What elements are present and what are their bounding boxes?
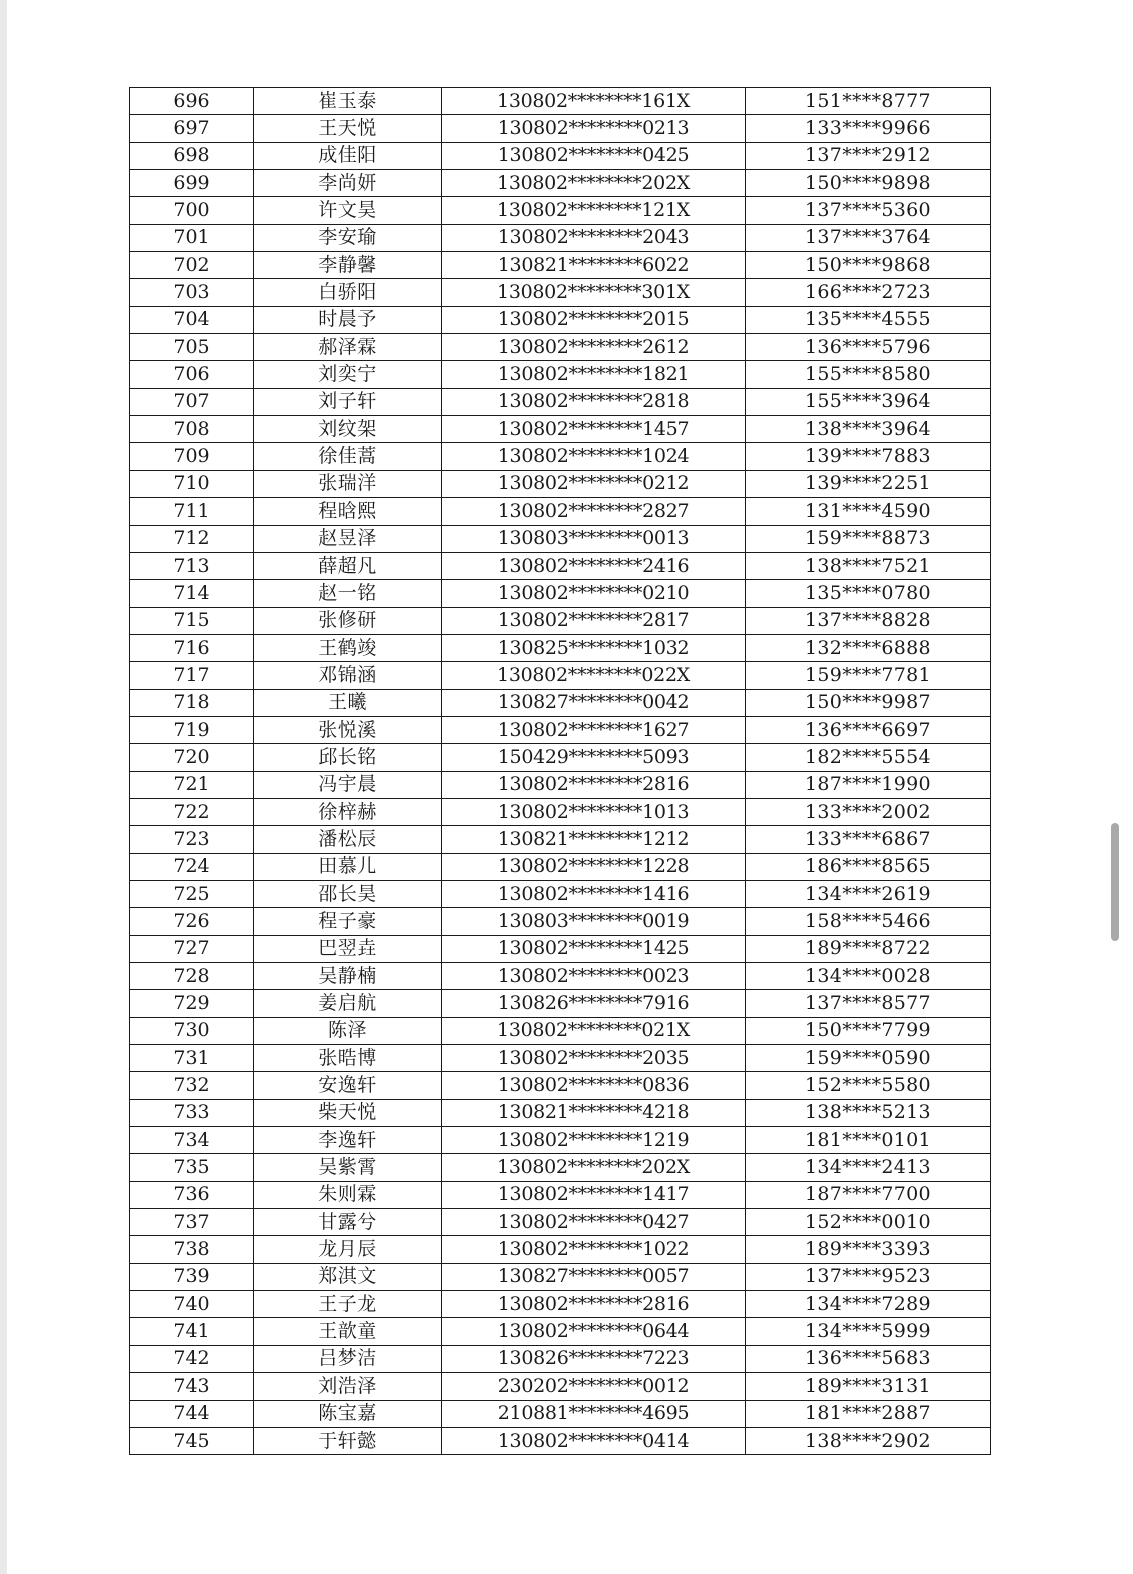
roster-body xyxy=(130,88,991,1455)
row-number-cell: 733 xyxy=(130,1099,254,1126)
phone-cell: 151****8777 xyxy=(746,88,991,115)
table-row xyxy=(130,935,991,962)
id-number-cell: 130802********2416 xyxy=(442,552,746,579)
id-number-cell: 130802********1417 xyxy=(442,1181,746,1208)
id-number-cell: 130802********2818 xyxy=(442,388,746,415)
phone-cell: 133****9966 xyxy=(746,115,991,142)
name-cell: 徐梓赫 xyxy=(254,798,442,825)
phone-cell: 159****0590 xyxy=(746,1045,991,1072)
row-number-cell: 711 xyxy=(130,498,254,525)
name-cell: 王曦 xyxy=(254,689,442,716)
name-cell: 安逸轩 xyxy=(254,1072,442,1099)
id-number-cell: 130802********2816 xyxy=(442,771,746,798)
row-number-cell: 729 xyxy=(130,990,254,1017)
row-number-cell: 743 xyxy=(130,1373,254,1400)
table-row xyxy=(130,1400,991,1427)
table-row xyxy=(130,1209,991,1236)
row-number-cell: 715 xyxy=(130,607,254,634)
id-number-cell: 130802********2817 xyxy=(442,607,746,634)
id-number-cell: 130802********1022 xyxy=(442,1236,746,1263)
name-cell: 刘奕宁 xyxy=(254,361,442,388)
phone-cell: 152****5580 xyxy=(746,1072,991,1099)
row-number-cell: 738 xyxy=(130,1236,254,1263)
id-number-cell: 130825********1032 xyxy=(442,634,746,661)
id-number-cell: 130803********0013 xyxy=(442,525,746,552)
id-number-cell: 130802********2043 xyxy=(442,224,746,251)
id-number-cell: 130802********022X xyxy=(442,662,746,689)
name-cell: 刘纹架 xyxy=(254,416,442,443)
id-number-cell: 130802********0425 xyxy=(442,142,746,169)
row-number-cell: 704 xyxy=(130,306,254,333)
id-number-cell: 130802********1416 xyxy=(442,880,746,907)
row-number-cell: 732 xyxy=(130,1072,254,1099)
name-cell: 徐佳蒿 xyxy=(254,443,442,470)
name-cell: 郑淇文 xyxy=(254,1263,442,1290)
name-cell: 薛超凡 xyxy=(254,552,442,579)
phone-cell: 187****1990 xyxy=(746,771,991,798)
id-number-cell: 130826********7916 xyxy=(442,990,746,1017)
name-cell: 成佳阳 xyxy=(254,142,442,169)
phone-cell: 150****9898 xyxy=(746,170,991,197)
row-number-cell: 707 xyxy=(130,388,254,415)
id-number-cell: 130802********2015 xyxy=(442,306,746,333)
id-number-cell: 130802********0644 xyxy=(442,1318,746,1345)
id-number-cell: 130802********1024 xyxy=(442,443,746,470)
table-row xyxy=(130,1236,991,1263)
row-number-cell: 740 xyxy=(130,1291,254,1318)
name-cell: 邓锦涵 xyxy=(254,662,442,689)
id-number-cell: 130802********202X xyxy=(442,170,746,197)
name-cell: 张晧博 xyxy=(254,1045,442,1072)
table-row xyxy=(130,1072,991,1099)
id-number-cell: 130802********2816 xyxy=(442,1291,746,1318)
name-cell: 朱则霖 xyxy=(254,1181,442,1208)
row-number-cell: 708 xyxy=(130,416,254,443)
table-row xyxy=(130,771,991,798)
name-cell: 赵一铭 xyxy=(254,580,442,607)
row-number-cell: 721 xyxy=(130,771,254,798)
scrollbar-thumb[interactable] xyxy=(1111,823,1119,941)
phone-cell: 138****3964 xyxy=(746,416,991,443)
table-row xyxy=(130,826,991,853)
table-row xyxy=(130,552,991,579)
name-cell: 于轩懿 xyxy=(254,1427,442,1454)
name-cell: 赵昱泽 xyxy=(254,525,442,552)
row-number-cell: 696 xyxy=(130,88,254,115)
name-cell: 李静馨 xyxy=(254,252,442,279)
name-cell: 张悦溪 xyxy=(254,716,442,743)
id-number-cell: 130802********2827 xyxy=(442,498,746,525)
name-cell: 许文昊 xyxy=(254,197,442,224)
phone-cell: 134****7289 xyxy=(746,1291,991,1318)
row-number-cell: 720 xyxy=(130,744,254,771)
id-number-cell: 130802********301X xyxy=(442,279,746,306)
roster-table xyxy=(129,87,991,1455)
id-number-cell: 130802********1013 xyxy=(442,798,746,825)
phone-cell: 133****2002 xyxy=(746,798,991,825)
id-number-cell: 130821********6022 xyxy=(442,252,746,279)
row-number-cell: 713 xyxy=(130,552,254,579)
id-number-cell: 130802********1457 xyxy=(442,416,746,443)
phone-cell: 137****3764 xyxy=(746,224,991,251)
table-row xyxy=(130,689,991,716)
table-row xyxy=(130,798,991,825)
row-number-cell: 742 xyxy=(130,1345,254,1372)
phone-cell: 135****4555 xyxy=(746,306,991,333)
name-cell: 张瑞洋 xyxy=(254,470,442,497)
row-number-cell: 716 xyxy=(130,634,254,661)
id-number-cell: 150429********5093 xyxy=(442,744,746,771)
row-number-cell: 736 xyxy=(130,1181,254,1208)
table-row xyxy=(130,580,991,607)
id-number-cell: 130802********1627 xyxy=(442,716,746,743)
phone-cell: 138****7521 xyxy=(746,552,991,579)
phone-cell: 134****2619 xyxy=(746,880,991,907)
table-row xyxy=(130,498,991,525)
row-number-cell: 725 xyxy=(130,880,254,907)
name-cell: 邵长昊 xyxy=(254,880,442,907)
table-row xyxy=(130,1045,991,1072)
name-cell: 张修研 xyxy=(254,607,442,634)
row-number-cell: 719 xyxy=(130,716,254,743)
phone-cell: 187****7700 xyxy=(746,1181,991,1208)
name-cell: 冯宇晨 xyxy=(254,771,442,798)
name-cell: 郝泽霖 xyxy=(254,334,442,361)
row-number-cell: 709 xyxy=(130,443,254,470)
table-row xyxy=(130,716,991,743)
id-number-cell: 130821********1212 xyxy=(442,826,746,853)
name-cell: 王天悦 xyxy=(254,115,442,142)
phone-cell: 135****0780 xyxy=(746,580,991,607)
name-cell: 王歆童 xyxy=(254,1318,442,1345)
id-number-cell: 210881********4695 xyxy=(442,1400,746,1427)
name-cell: 巴翌垚 xyxy=(254,935,442,962)
name-cell: 李安瑜 xyxy=(254,224,442,251)
table-row xyxy=(130,607,991,634)
phone-cell: 139****2251 xyxy=(746,470,991,497)
phone-cell: 137****8577 xyxy=(746,990,991,1017)
name-cell: 程子豪 xyxy=(254,908,442,935)
row-number-cell: 737 xyxy=(130,1209,254,1236)
name-cell: 田慕儿 xyxy=(254,853,442,880)
table-row xyxy=(130,388,991,415)
phone-cell: 159****7781 xyxy=(746,662,991,689)
id-number-cell: 130802********0212 xyxy=(442,470,746,497)
phone-cell: 137****5360 xyxy=(746,197,991,224)
table-row xyxy=(130,662,991,689)
row-number-cell: 718 xyxy=(130,689,254,716)
table-row xyxy=(130,744,991,771)
page-left-edge xyxy=(0,0,7,1574)
name-cell: 邱长铭 xyxy=(254,744,442,771)
name-cell: 王鹤竣 xyxy=(254,634,442,661)
phone-cell: 136****6697 xyxy=(746,716,991,743)
phone-cell: 181****0101 xyxy=(746,1127,991,1154)
phone-cell: 133****6867 xyxy=(746,826,991,853)
id-number-cell: 130802********0427 xyxy=(442,1209,746,1236)
table-row xyxy=(130,115,991,142)
table-row xyxy=(130,1345,991,1372)
row-number-cell: 734 xyxy=(130,1127,254,1154)
name-cell: 吴静楠 xyxy=(254,963,442,990)
name-cell: 时晨予 xyxy=(254,306,442,333)
id-number-cell: 130802********2035 xyxy=(442,1045,746,1072)
table-row xyxy=(130,963,991,990)
name-cell: 白骄阳 xyxy=(254,279,442,306)
table-row xyxy=(130,1181,991,1208)
id-number-cell: 130827********0057 xyxy=(442,1263,746,1290)
phone-cell: 137****9523 xyxy=(746,1263,991,1290)
id-number-cell: 130802********161X xyxy=(442,88,746,115)
row-number-cell: 701 xyxy=(130,224,254,251)
table-row xyxy=(130,170,991,197)
table-row xyxy=(130,361,991,388)
table-row xyxy=(130,470,991,497)
table-row xyxy=(130,1427,991,1454)
row-number-cell: 717 xyxy=(130,662,254,689)
id-number-cell: 130802********1425 xyxy=(442,935,746,962)
name-cell: 甘露兮 xyxy=(254,1209,442,1236)
table-row xyxy=(130,416,991,443)
table-row xyxy=(130,1291,991,1318)
id-number-cell: 130802********202X xyxy=(442,1154,746,1181)
row-number-cell: 722 xyxy=(130,798,254,825)
phone-cell: 138****2902 xyxy=(746,1427,991,1454)
table-row xyxy=(130,1263,991,1290)
table-row xyxy=(130,142,991,169)
phone-cell: 181****2887 xyxy=(746,1400,991,1427)
phone-cell: 139****7883 xyxy=(746,443,991,470)
id-number-cell: 130826********7223 xyxy=(442,1345,746,1372)
id-number-cell: 230202********0012 xyxy=(442,1373,746,1400)
id-number-cell: 130802********1219 xyxy=(442,1127,746,1154)
row-number-cell: 698 xyxy=(130,142,254,169)
row-number-cell: 735 xyxy=(130,1154,254,1181)
phone-cell: 155****8580 xyxy=(746,361,991,388)
phone-cell: 138****5213 xyxy=(746,1099,991,1126)
row-number-cell: 714 xyxy=(130,580,254,607)
table-row xyxy=(130,306,991,333)
phone-cell: 186****8565 xyxy=(746,853,991,880)
row-number-cell: 744 xyxy=(130,1400,254,1427)
table-row xyxy=(130,880,991,907)
name-cell: 陈宝嘉 xyxy=(254,1400,442,1427)
name-cell: 李尚妍 xyxy=(254,170,442,197)
name-cell: 李逸轩 xyxy=(254,1127,442,1154)
row-number-cell: 700 xyxy=(130,197,254,224)
table-row xyxy=(130,1127,991,1154)
row-number-cell: 703 xyxy=(130,279,254,306)
row-number-cell: 739 xyxy=(130,1263,254,1290)
phone-cell: 134****2413 xyxy=(746,1154,991,1181)
table-row xyxy=(130,908,991,935)
phone-cell: 166****2723 xyxy=(746,279,991,306)
name-cell: 程晗熙 xyxy=(254,498,442,525)
name-cell: 刘浩泽 xyxy=(254,1373,442,1400)
table-row xyxy=(130,990,991,1017)
table-row xyxy=(130,88,991,115)
table-row xyxy=(130,853,991,880)
table-row xyxy=(130,1373,991,1400)
phone-cell: 136****5796 xyxy=(746,334,991,361)
phone-cell: 152****0010 xyxy=(746,1209,991,1236)
row-number-cell: 728 xyxy=(130,963,254,990)
id-number-cell: 130802********0210 xyxy=(442,580,746,607)
table-row xyxy=(130,224,991,251)
table-row xyxy=(130,334,991,361)
name-cell: 吴紫霄 xyxy=(254,1154,442,1181)
phone-cell: 132****6888 xyxy=(746,634,991,661)
phone-cell: 189****8722 xyxy=(746,935,991,962)
phone-cell: 136****5683 xyxy=(746,1345,991,1372)
row-number-cell: 741 xyxy=(130,1318,254,1345)
id-number-cell: 130802********1228 xyxy=(442,853,746,880)
phone-cell: 150****7799 xyxy=(746,1017,991,1044)
name-cell: 崔玉泰 xyxy=(254,88,442,115)
phone-cell: 189****3393 xyxy=(746,1236,991,1263)
table-row xyxy=(130,634,991,661)
phone-cell: 150****9987 xyxy=(746,689,991,716)
table-row xyxy=(130,197,991,224)
name-cell: 龙月辰 xyxy=(254,1236,442,1263)
row-number-cell: 697 xyxy=(130,115,254,142)
name-cell: 王子龙 xyxy=(254,1291,442,1318)
id-number-cell: 130802********1821 xyxy=(442,361,746,388)
phone-cell: 158****5466 xyxy=(746,908,991,935)
id-number-cell: 130802********0414 xyxy=(442,1427,746,1454)
row-number-cell: 731 xyxy=(130,1045,254,1072)
row-number-cell: 712 xyxy=(130,525,254,552)
id-number-cell: 130802********0836 xyxy=(442,1072,746,1099)
name-cell: 潘松辰 xyxy=(254,826,442,853)
id-number-cell: 130802********021X xyxy=(442,1017,746,1044)
row-number-cell: 726 xyxy=(130,908,254,935)
row-number-cell: 730 xyxy=(130,1017,254,1044)
row-number-cell: 745 xyxy=(130,1427,254,1454)
table-row xyxy=(130,443,991,470)
table-row xyxy=(130,279,991,306)
row-number-cell: 699 xyxy=(130,170,254,197)
phone-cell: 134****5999 xyxy=(746,1318,991,1345)
table-row xyxy=(130,1017,991,1044)
row-number-cell: 727 xyxy=(130,935,254,962)
name-cell: 吕梦洁 xyxy=(254,1345,442,1372)
row-number-cell: 723 xyxy=(130,826,254,853)
row-number-cell: 705 xyxy=(130,334,254,361)
row-number-cell: 702 xyxy=(130,252,254,279)
id-number-cell: 130827********0042 xyxy=(442,689,746,716)
phone-cell: 150****9868 xyxy=(746,252,991,279)
id-number-cell: 130802********0023 xyxy=(442,963,746,990)
name-cell: 刘子轩 xyxy=(254,388,442,415)
id-number-cell: 130802********0213 xyxy=(442,115,746,142)
phone-cell: 155****3964 xyxy=(746,388,991,415)
name-cell: 姜启航 xyxy=(254,990,442,1017)
table-row xyxy=(130,525,991,552)
table-row xyxy=(130,1154,991,1181)
id-number-cell: 130803********0019 xyxy=(442,908,746,935)
name-cell: 陈泽 xyxy=(254,1017,442,1044)
row-number-cell: 724 xyxy=(130,853,254,880)
table-row xyxy=(130,1318,991,1345)
phone-cell: 134****0028 xyxy=(746,963,991,990)
phone-cell: 159****8873 xyxy=(746,525,991,552)
phone-cell: 137****8828 xyxy=(746,607,991,634)
phone-cell: 131****4590 xyxy=(746,498,991,525)
table-row xyxy=(130,1099,991,1126)
row-number-cell: 706 xyxy=(130,361,254,388)
id-number-cell: 130802********121X xyxy=(442,197,746,224)
table-row xyxy=(130,252,991,279)
phone-cell: 137****2912 xyxy=(746,142,991,169)
id-number-cell: 130802********2612 xyxy=(442,334,746,361)
phone-cell: 189****3131 xyxy=(746,1373,991,1400)
id-number-cell: 130821********4218 xyxy=(442,1099,746,1126)
phone-cell: 182****5554 xyxy=(746,744,991,771)
name-cell: 柴天悦 xyxy=(254,1099,442,1126)
row-number-cell: 710 xyxy=(130,470,254,497)
